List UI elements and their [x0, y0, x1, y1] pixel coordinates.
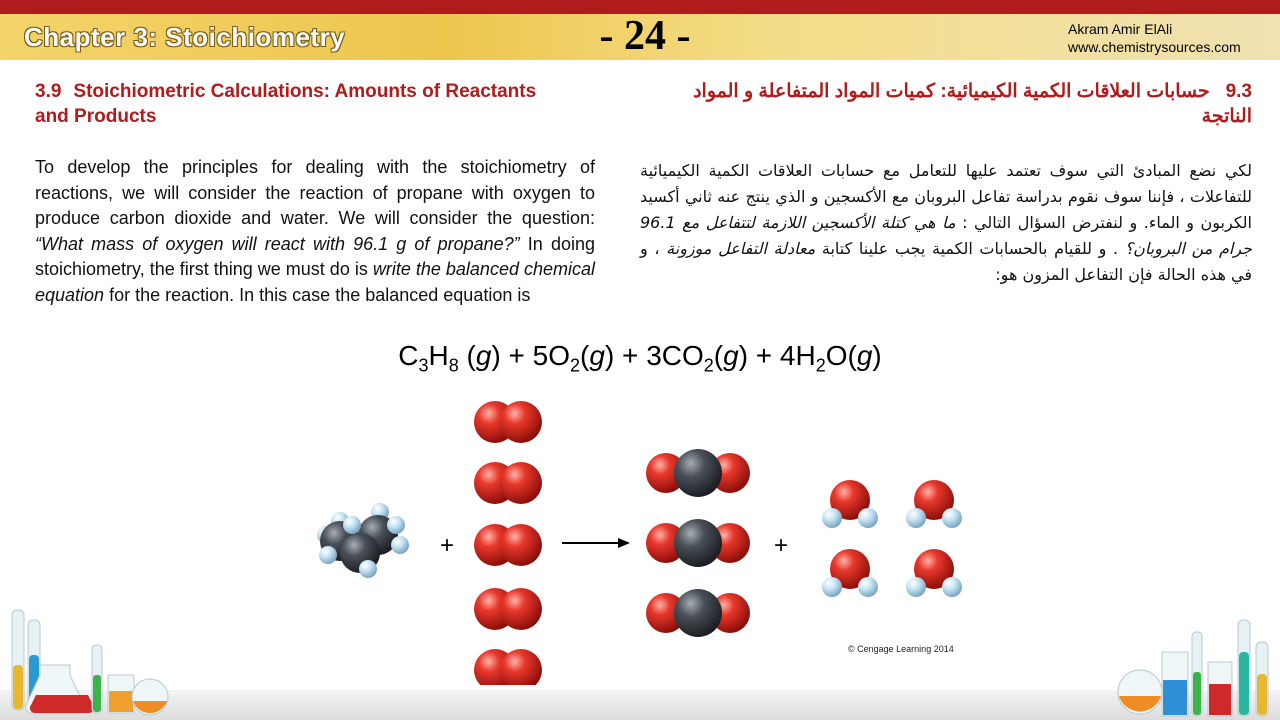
arabic-question: ما هي كتلة الأكسجين اللازمة لتتفاعل مع 96.1 جرام من البروبان؟: [640, 213, 1253, 258]
image-credit: © Cengage Learning 2014: [848, 644, 954, 654]
water-molecule: [906, 480, 962, 528]
english-text-3: for the reaction. In this case the balanced equation is: [104, 284, 531, 305]
floor-reflection: [0, 690, 1280, 720]
arabic-text-1: لكي نضع المبادئ التي سوف تعتمد عليها للتعامل مع حسابات العلاقات الكمية الكيميائية للتفاعلات ، فإننا سوف نقوم بدراسة تفاعل البروبان مع الأكسجين و الذي ينتج عنه ثاني أكسيد الكربون و الماء. و لنفترض السؤال التالي :: [640, 161, 1252, 232]
author-name: Akram Amir ElAli: [1068, 21, 1173, 37]
english-section-title: [35, 79, 555, 129]
lab-glassware-right-icon: [1110, 612, 1280, 720]
oxygen-molecule: [474, 401, 542, 443]
arabic-section-title-text: حسابات العلاقات الكمية الكيميائية: كميات المواد المتفاعلة و المواد الناتجة: [693, 81, 1252, 127]
english-section-number: 3.9: [35, 81, 62, 102]
water-molecule: [822, 549, 878, 597]
balanced-equation: $C_3H_8$ $(g) + 5O_2(g) + 3CO_2(g) + 4H_2O(g)$: [398, 340, 882, 376]
english-question: “What mass of oxygen will react with 96.1 g of propane?”: [35, 233, 520, 254]
lab-glassware-left-icon: [0, 605, 180, 720]
page-number: - 24 -: [599, 13, 691, 59]
header-bar: [0, 14, 1280, 60]
arabic-text-3: ، و في هذه الحالة فإن التفاعل المزون هو:: [640, 239, 1252, 284]
plus-sign-1: +: [440, 532, 455, 559]
oxygen-molecule: [474, 524, 542, 566]
propane-molecule: [317, 503, 409, 578]
oxygen-molecules: [474, 401, 542, 685]
arabic-emphasis: معادلة التفاعل موزونة: [666, 239, 816, 258]
english-paragraph: [35, 155, 595, 309]
plus-sign-2: +: [774, 532, 789, 559]
english-text-2: In doing stoichiometry, the first thing we must do is: [35, 233, 595, 280]
english-text-1: To develop the principles for dealing with the stoichiometry of reactions, we will consider the reaction of propane with oxygen to produce carbon dioxide and water. We will consider the question:: [35, 157, 595, 229]
carbon-dioxide-molecule: [646, 449, 750, 497]
oxygen-molecule: [474, 649, 542, 685]
english-emphasis: write the balanced chemical equation: [35, 259, 595, 305]
arabic-section-title: [640, 79, 1252, 129]
carbon-dioxide-molecules: [646, 449, 750, 637]
oxygen-molecule: [474, 588, 542, 630]
website-link[interactable]: www.chemistrysources.com: [1068, 39, 1241, 55]
water-molecule: [822, 480, 878, 528]
reaction-illustration: [300, 385, 980, 685]
oxygen-molecule: [474, 462, 542, 504]
carbon-dioxide-molecule: [646, 589, 750, 637]
author-block: [1068, 20, 1241, 56]
chapter-title: Chapter 3: Stoichiometry: [24, 22, 346, 52]
arabic-paragraph: [640, 158, 1252, 288]
water-molecules: [822, 480, 962, 597]
reaction-arrow: [562, 538, 630, 548]
arabic-text-2: . و للقيام بالحسابات الكمية يجب علينا كتابة: [815, 239, 1125, 258]
water-molecule: [906, 549, 962, 597]
arabic-section-number: 9.3: [1225, 81, 1252, 102]
carbon-dioxide-molecule: [646, 519, 750, 567]
english-section-title-text: Stoichiometric Calculations: Amounts of Reactants and Products: [35, 81, 537, 127]
